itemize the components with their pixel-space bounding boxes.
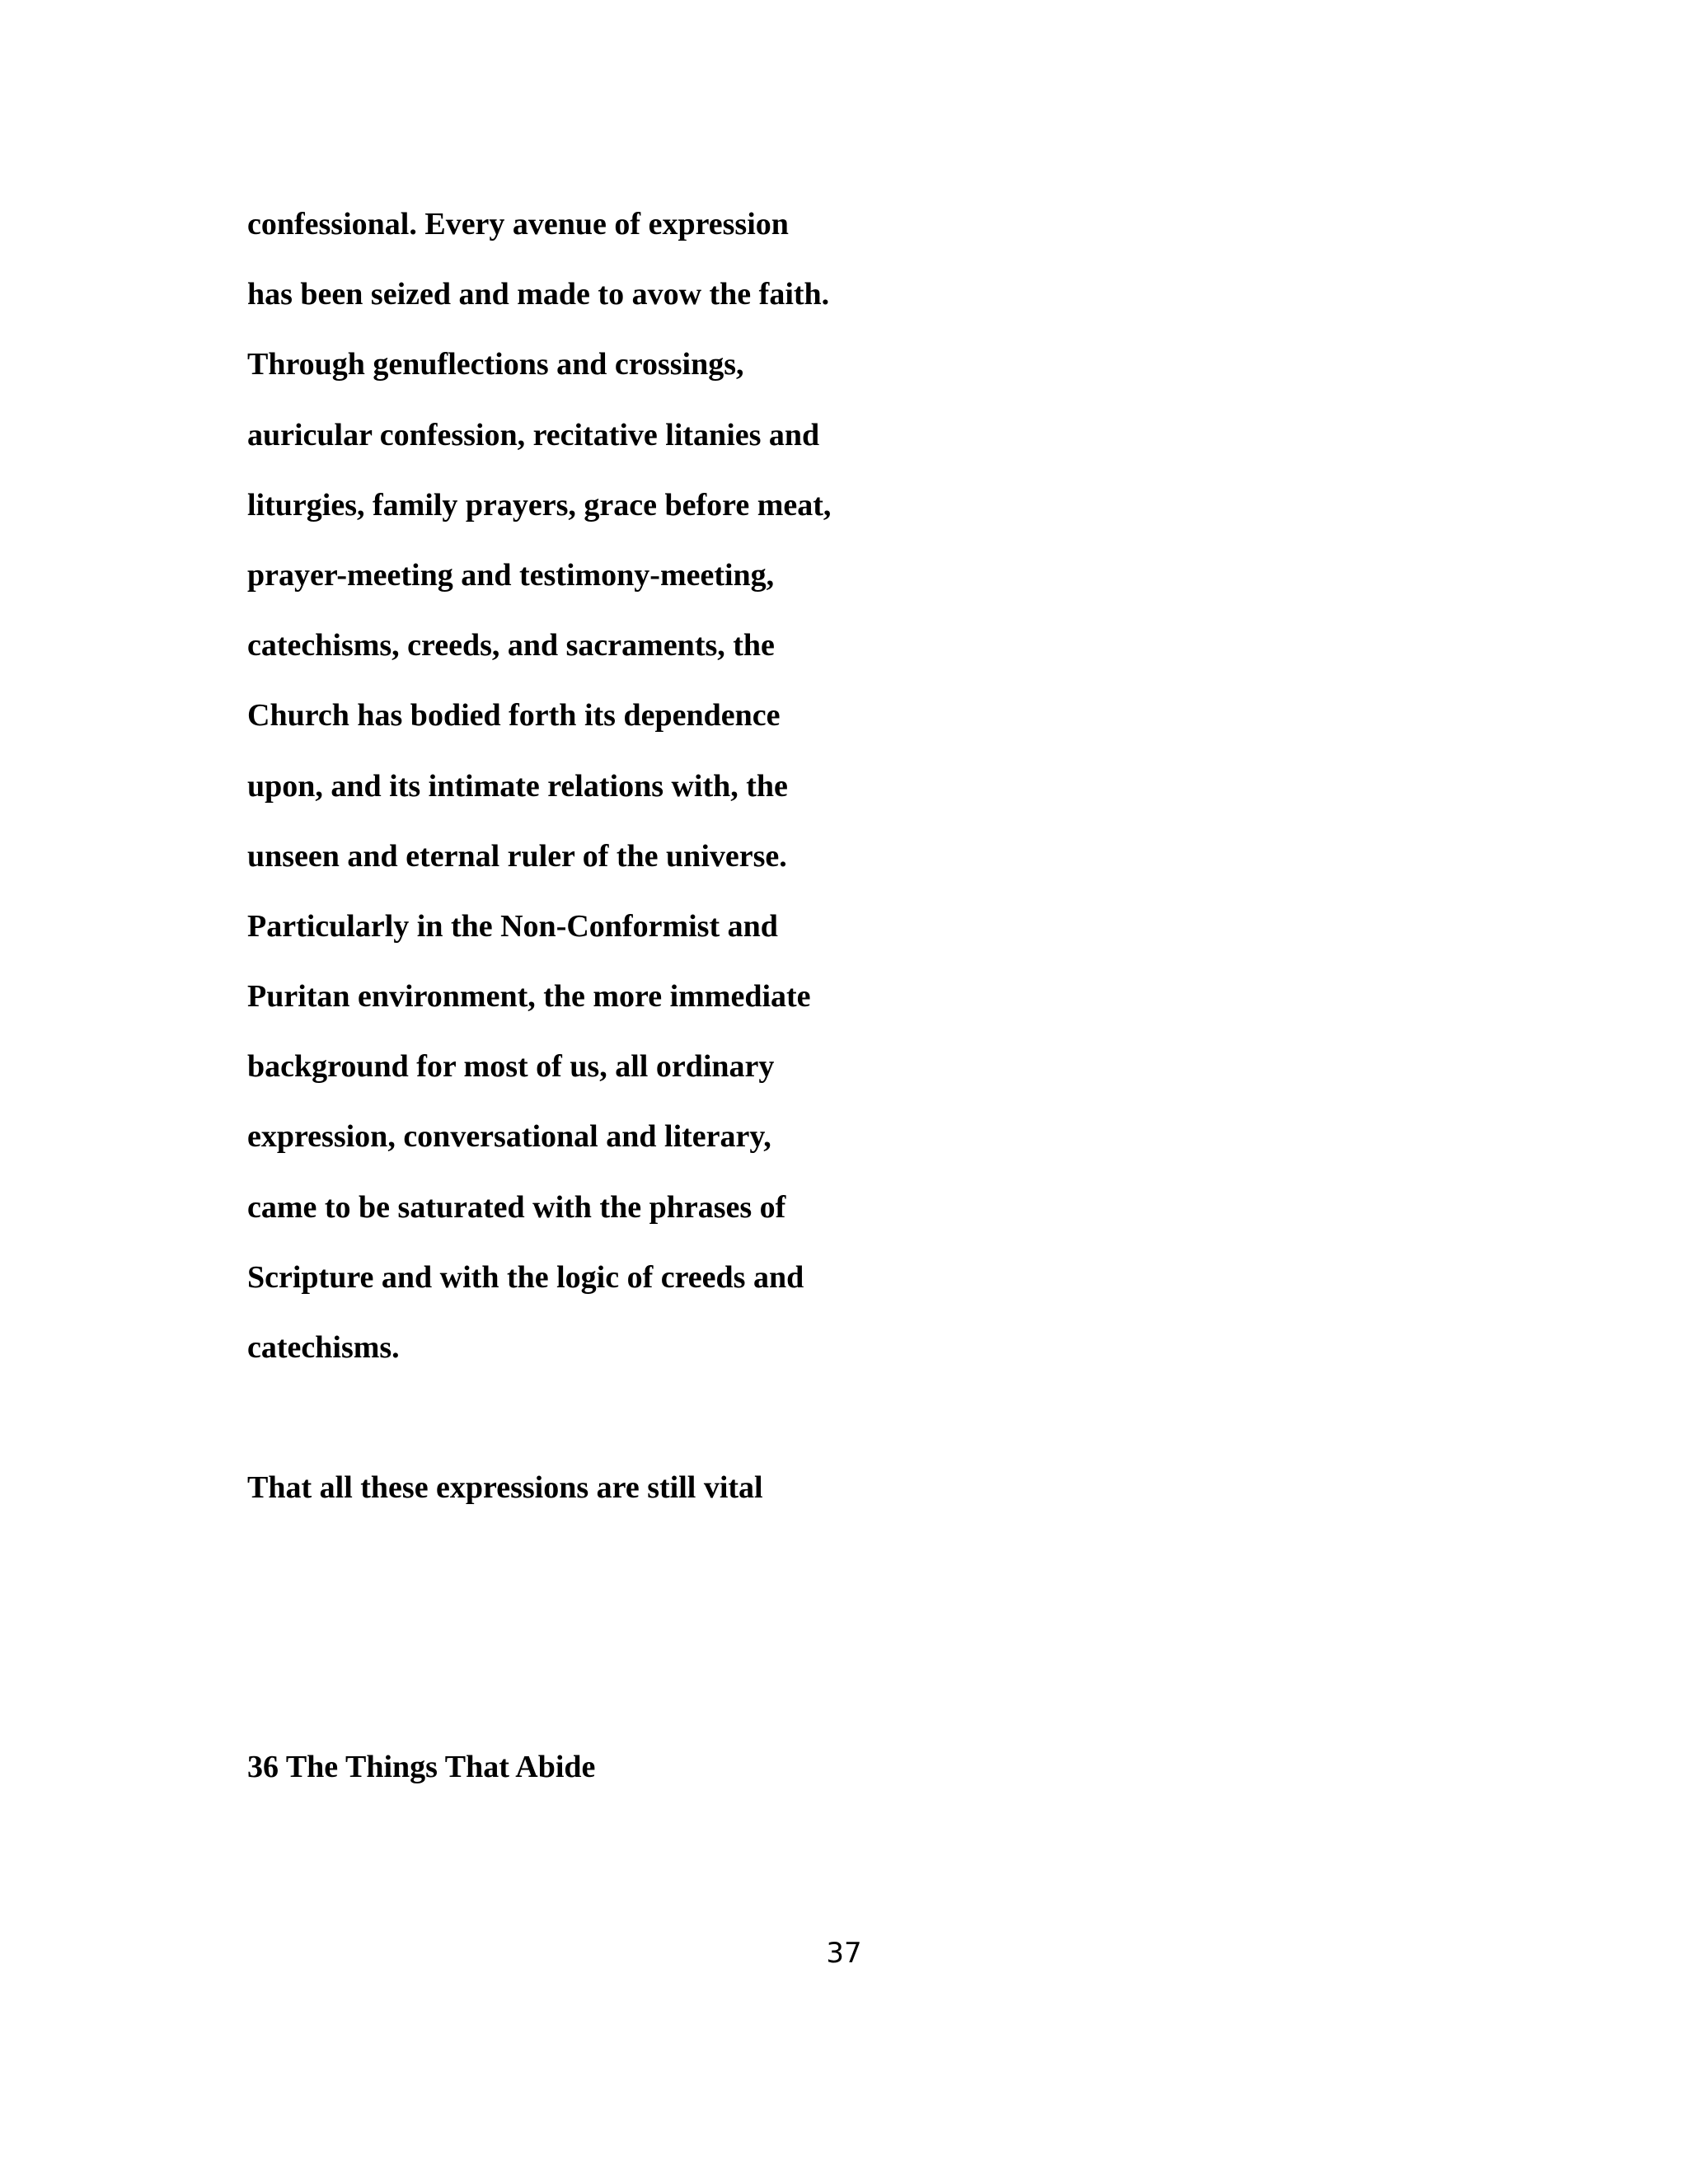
text-line: Through genuflections and crossings,	[247, 347, 744, 382]
text-line: came to be saturated with the phrases of	[247, 1189, 786, 1225]
page-number: 37	[826, 1937, 862, 1970]
text-line: upon, and its intimate relations with, the	[247, 768, 788, 804]
text-line: expression, conversational and literary,	[247, 1119, 771, 1155]
text-line: catechisms, creeds, and sacraments, the	[247, 628, 775, 663]
text-line: Particularly in the Non-Conformist and	[247, 908, 778, 944]
text-line: unseen and eternal ruler of the universe.	[247, 838, 787, 874]
paragraph-spacer	[247, 1383, 1319, 1453]
text-line: background for most of us, all ordinary	[247, 1049, 775, 1085]
text-line: prayer-meeting and testimony-meeting,	[247, 557, 775, 593]
text-line: catechisms.	[247, 1330, 400, 1365]
text-line: Puritan environment, the more immediate	[247, 979, 811, 1015]
text-line: Church has bodied forth its dependence	[247, 698, 781, 733]
body-text	[247, 190, 1319, 1524]
running-footer: 36 The Things That Abide	[247, 1750, 596, 1784]
text-line: liturgies, family prayers, grace before meat,	[247, 487, 832, 523]
text-line: That all these expressions are still vital	[247, 1470, 763, 1506]
text-line: has been seized and made to avow the faith.	[247, 277, 830, 312]
paragraph-2	[247, 1453, 1319, 1523]
text-line: confessional. Every avenue of expression	[247, 207, 789, 241]
paragraph-1	[247, 190, 1319, 1383]
text-line: Scripture and with the logic of creeds and	[247, 1259, 804, 1295]
text-line: auricular confession, recitative litanies and	[247, 417, 820, 452]
